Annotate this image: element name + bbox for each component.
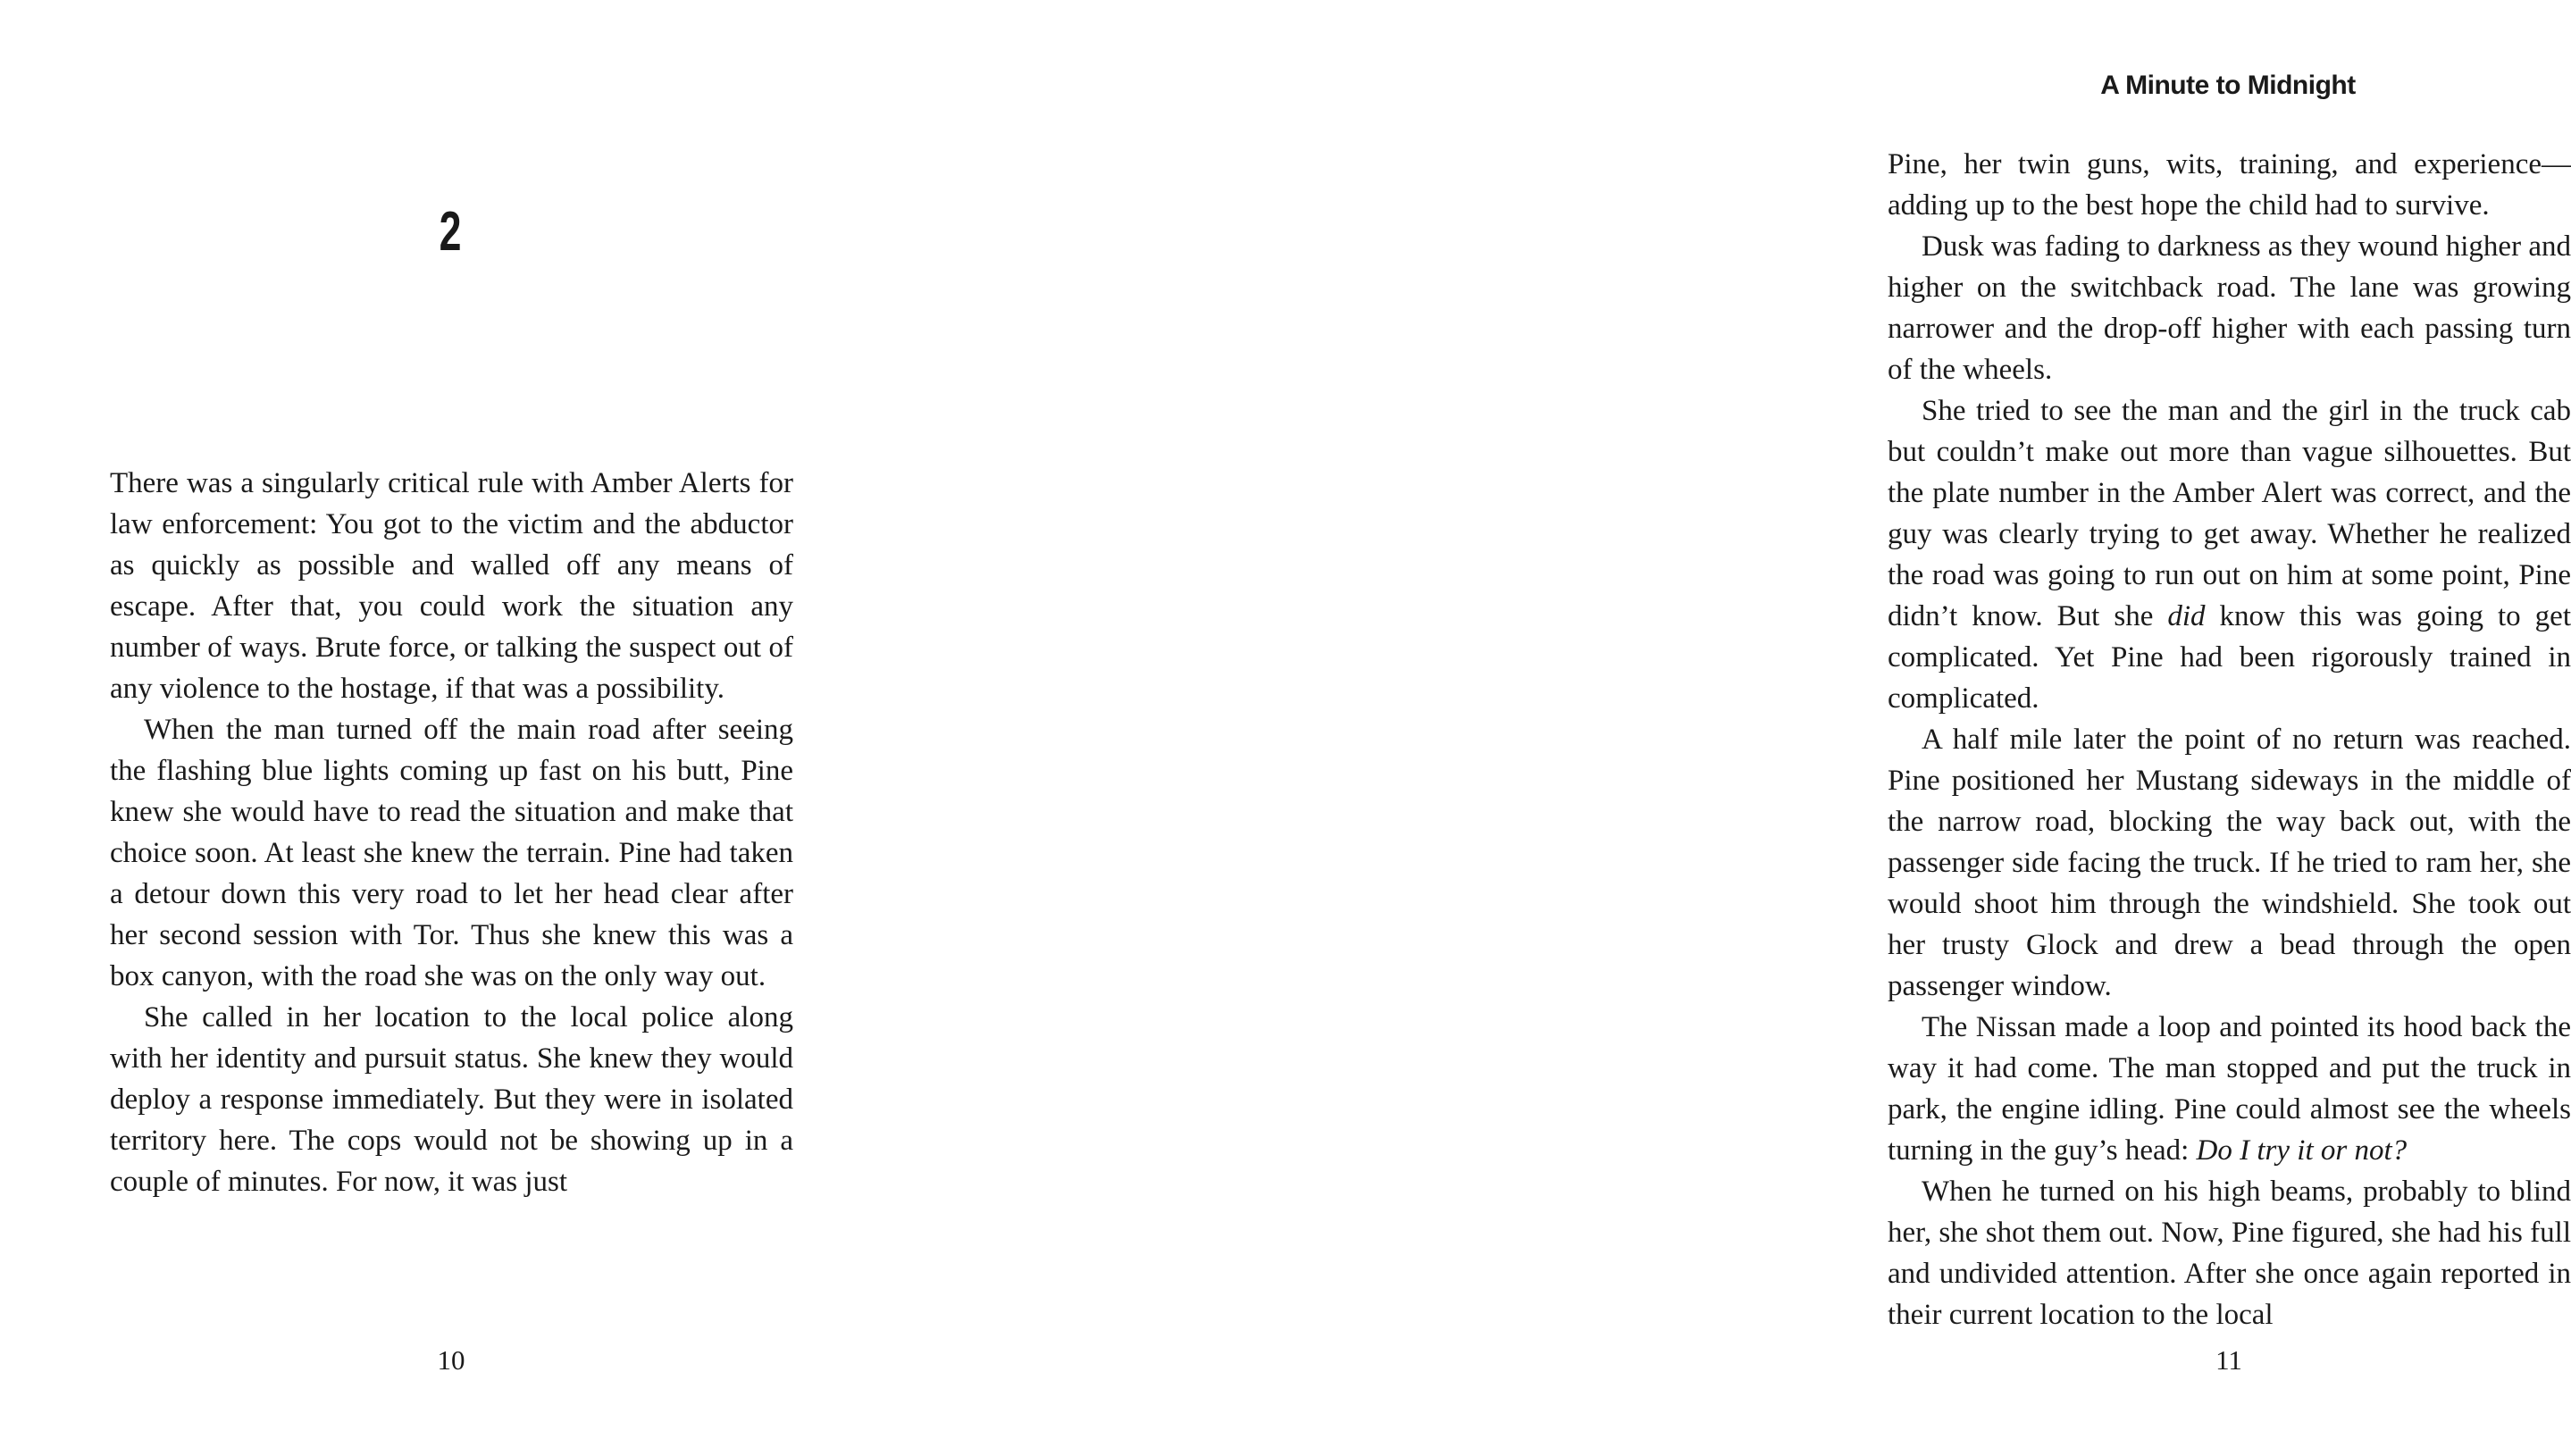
chapter-number: 2 bbox=[439, 201, 462, 263]
right-page-body bbox=[1888, 144, 2571, 1335]
text-run: She tried to see the man and the girl in the truck cab but couldn’t make out more than vague silhouettes. But the plate number in the Amber Alert was correct, and the guy was clearly trying to get away. Whether he realized the road was going to run out on him at some point, Pine didn’t know. But she bbox=[1888, 395, 2571, 632]
text-run: Dusk was fading to darkness as they wound higher and higher on the switchback road. The lane was growing narrower and the drop-off higher with each passing turn of the wheels. bbox=[1888, 230, 2571, 386]
text-run: Pine, her twin guns, wits, training, and experience—adding up to the best hope the child had to survive. bbox=[1888, 148, 2571, 222]
right-page bbox=[893, 0, 2571, 1456]
paragraph bbox=[1888, 144, 2571, 226]
italic-text: did bbox=[2167, 600, 2206, 632]
paragraph: She called in her location to the local police along with her identity and pursuit status. She knew they would deploy a response immediately. But they were in isolated territory here. The cops would not be showing up in a couple of minutes. For now, it was just bbox=[110, 1001, 793, 1198]
paragraph bbox=[1888, 1171, 2571, 1335]
paragraph bbox=[1888, 390, 2571, 719]
left-page-body bbox=[110, 463, 793, 1202]
text-run: know this was going to get complicated. Yet Pine had been rigorously trained in complicated. bbox=[1888, 600, 2571, 715]
running-head: A Minute to Midnight bbox=[2100, 71, 2356, 100]
page-number: 11 bbox=[2215, 1344, 2242, 1376]
paragraph bbox=[1888, 226, 2571, 390]
paragraph bbox=[1888, 1007, 2571, 1171]
text-run: When he turned on his high beams, probably to blind her, she shot them out. Now, Pine figured, she had his full and undivided attention. After she once again reported in their current location to the local bbox=[1888, 1176, 2571, 1331]
text-run: The Nissan made a loop and pointed its hood back the way it had come. The man stopped and put the truck in park, the engine idling. Pine could almost see the wheels turning in the guy’s head: bbox=[1888, 1011, 2571, 1167]
page-number: 10 bbox=[437, 1344, 465, 1376]
italic-text: Do I try it or not? bbox=[2196, 1134, 2408, 1167]
text-run: A half mile later the point of no return was reached. Pine positioned her Mustang sideways in the middle of the narrow road, blocking the way back out, with the passenger side facing the truck. If he tried to ram her, she would shoot him through the windshield. She took out her trusty Glock and drew a bead through the open passenger window. bbox=[1888, 724, 2571, 1002]
paragraph: When the man turned off the main road after seeing the flashing blue lights coming up fast on his butt, Pine knew she would have to read the situation and make that choice soon. At least she knew the terrain. Pine had taken a detour down this very road to let her head clear after her second session with Tor. Thus she knew this was a box canyon, with the road she was on the only way out. bbox=[110, 714, 793, 992]
paragraph: There was a singularly critical rule with Amber Alerts for law enforcement: You got to the victim and the abductor as quickly as possible and walled off any means of escape. After that, you could work the situation any number of ways. Brute force, or talking the suspect out of any violence to the hostage, if that was a possibility. bbox=[110, 467, 793, 705]
paragraph bbox=[1888, 719, 2571, 1007]
left-page bbox=[0, 0, 893, 1456]
